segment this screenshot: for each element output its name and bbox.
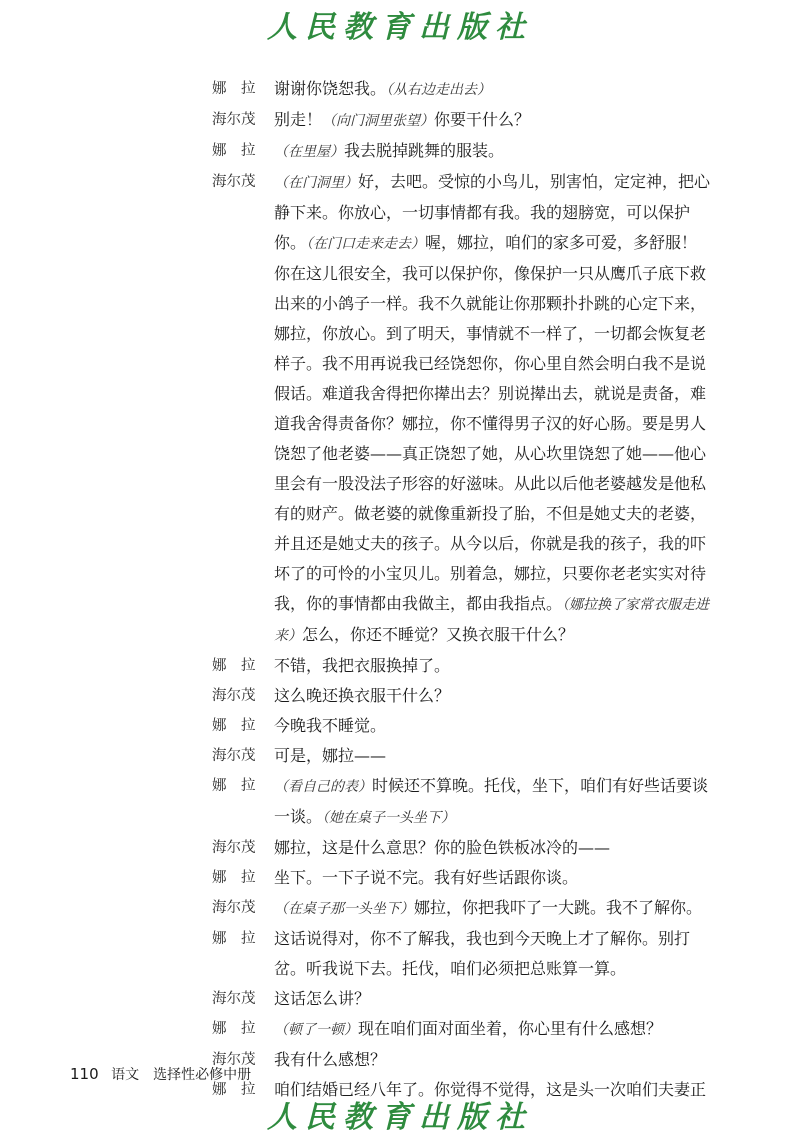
speech-text [274,1045,712,1075]
speech-segment: 咱们结婚已经八年了。你觉得不觉得，这是头一次咱们夫妻正 [274,1080,707,1099]
speech-segment: 好，去吧。受惊的小鸟儿，别害怕，定定神，把心静下来。你放心，一切事情都有我。我的翅膀宽，可以保护你。 [274,172,711,252]
stage-direction: （顿了一顿） [274,1022,358,1038]
speech-segment: 这话怎么讲？ [274,989,371,1008]
speaker-name: 娜 拉 [212,931,256,947]
page-footer [70,1064,251,1084]
speech-text [274,1014,712,1045]
stage-direction: （从右边走出去） [386,82,492,98]
speech-segment: 你要干什么？ [434,110,531,129]
speech-text [274,984,712,1014]
stage-direction: （在桌子那一头坐下） [274,901,414,917]
speaker-name: 娜 拉 [212,658,256,674]
speaker-name: 娜 拉 [212,870,256,886]
speech-segment: 别走！ [274,110,323,129]
speech-segment: 今晚我不睡觉。 [274,716,387,735]
speaker-name: 海尔茂 [212,748,256,764]
dialogue-line [212,136,712,167]
dialogue-line [212,741,712,771]
speech-text [274,863,712,893]
dialogue-line [212,74,712,105]
book-title: 语文 选择性必修中册 [111,1067,252,1083]
dialogue-line [212,681,712,711]
speech-text [274,741,712,771]
dialogue-line [212,711,712,741]
speech-text [274,167,712,651]
dialogue-line [212,924,712,984]
speaker-name: 娜 拉 [212,143,256,159]
speech-text [274,833,712,863]
dialogue-line [212,105,712,136]
speaker-name: 海尔茂 [212,1052,256,1068]
stage-direction: （娜拉换了家常衣服走进来） [274,597,710,644]
speech-segment: 时候还不算晚。托伐，坐下，咱们有好些话要谈一谈。 [274,776,709,826]
speech-segment: 可是，娜拉—— [274,746,387,765]
speech-text [274,893,712,924]
speech-text [274,924,712,984]
speaker-name: 海尔茂 [212,991,256,1007]
speech-segment: 娜拉，这是什么意思？你的脸色铁板冰冷的—— [274,838,611,857]
dialogue-line [212,863,712,893]
stage-direction: （在里屋） [274,144,344,160]
speaker-name: 海尔茂 [212,174,256,190]
dialogue-line [212,651,712,681]
speech-segment: 我有什么感想？ [274,1050,387,1069]
speech-segment: 怎么，你还不睡觉？又换衣服干什么？ [302,625,575,644]
dialogue-line [212,893,712,924]
speaker-name: 海尔茂 [212,840,256,856]
stage-direction: （向门洞里张望） [322,113,435,129]
dialogue-line [212,771,712,833]
stage-direction: （在门口走来走去） [306,236,426,252]
speech-segment: 不错，我把衣服换掉了。 [274,656,451,675]
speaker-name: 海尔茂 [212,688,256,704]
dialogue-line [212,167,712,651]
speaker-name: 娜 拉 [212,1021,256,1037]
speech-text [274,681,712,711]
speech-text [274,136,712,167]
speech-text [274,651,712,681]
speaker-name: 海尔茂 [212,900,256,916]
publisher-logo: 人民教育出版社 [267,10,533,45]
speech-text [274,711,712,741]
speech-segment: 喔，娜拉，咱们的家多可爱，多舒服！你在这儿很安全，我可以保护你，像保护一只从鹰爪子底下救出来的小鸽子一样。我不久就能让你那颗扑扑跳的心定下来，娜拉，你放心。到了明天，事情就不一样了，一切都会恢复老样子。我不用再说我已经饶恕你，你心里自然会明白我不是说假话。难道我舍得把你撵出去？别说撵出去，就说是责备，难道我舍得责备你？娜拉，你不懂得男子汉的好心肠。要是男人饶恕了他老婆——真正饶恕了她，从心坎里饶恕了她——他心里会有一股没法子形容的好滋味。从此以后他老婆越发是他私有的财产。做老婆的就像重新投了胎，不但是她丈夫的老婆，并且还是她丈夫的孩子。从今以后，你就是我的孩子，我的吓坏了的可怜的小宝贝儿。别着急，娜拉，只要你老老实实对待我，你的事情都由我做主，都由我指点。 [274,233,707,613]
page-number: 110 [70,1065,99,1083]
speech-segment: 这么晚还换衣服干什么？ [274,686,451,705]
dialogue-line [212,984,712,1014]
speech-segment: 坐下。一下子说不完。我有好些话跟你谈。 [274,868,579,887]
stage-direction: （看自己的表） [274,779,372,795]
speech-segment: 娜拉，你把我吓了一大跳。我不了解你。 [414,898,703,917]
publisher-logo-footer: 人民教育出版社 [267,1100,533,1135]
speech-segment: 谢谢你饶恕我。 [274,79,387,98]
speaker-name: 娜 拉 [212,81,256,97]
speech-text [274,74,712,105]
speaker-name: 娜 拉 [212,1082,256,1098]
dialogue-line [212,1014,712,1045]
stage-direction: （她在桌子一头坐下） [322,810,456,826]
speech-segment: 现在咱们面对面坐着，你心里有什么感想？ [358,1019,663,1038]
speaker-name: 海尔茂 [212,112,256,128]
speech-text [274,771,712,833]
speech-segment: 我去脱掉跳舞的服装。 [344,141,505,160]
stage-direction: （在门洞里） [274,175,358,191]
dialogue-line [212,1045,712,1075]
speech-segment: 这话说得对，你不了解我，我也到今天晚上才了解你。别打岔。听我说下去。托伐，咱们必须把总账算一算。 [274,929,691,978]
speaker-name: 娜 拉 [212,718,256,734]
dialogue-body [212,74,712,1105]
dialogue-line [212,833,712,863]
speech-text [274,105,712,136]
speaker-name: 娜 拉 [212,778,256,794]
